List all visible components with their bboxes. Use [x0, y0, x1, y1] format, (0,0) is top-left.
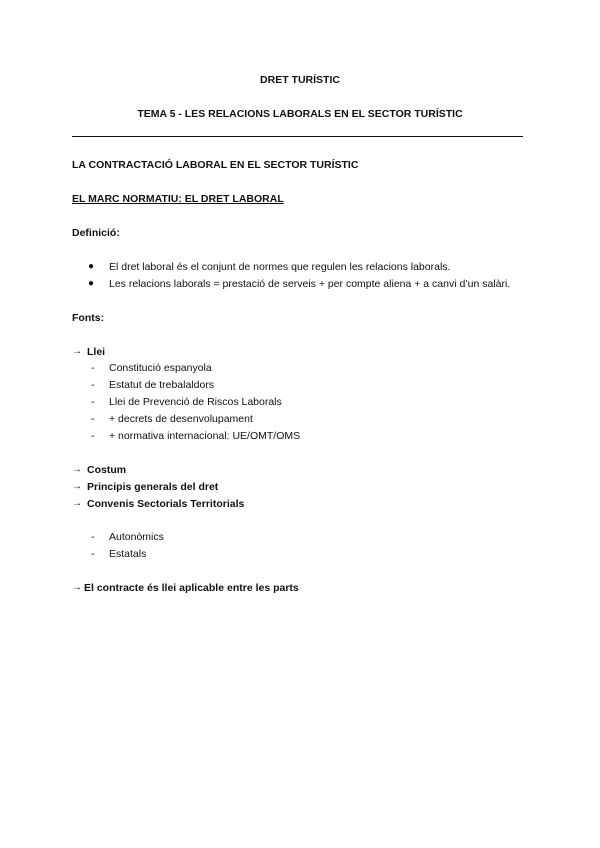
llei-item-text: + normativa internacional: UE/OMT/OMS	[109, 430, 301, 442]
bullet-icon: ●	[88, 278, 95, 289]
arrow-right-icon: →	[72, 464, 82, 475]
definition-label: Definició:	[72, 227, 120, 239]
dash-icon: -	[91, 396, 95, 408]
arrow-right-icon: →	[72, 346, 82, 357]
llei-item-text: Estatut de trebalaldors	[109, 379, 215, 391]
llei-item-text: Constitució espanyola	[109, 362, 212, 374]
dash-icon: -	[91, 430, 95, 442]
source-label: Convenis Sectorials Territorials	[87, 498, 245, 510]
dash-icon: -	[91, 413, 95, 425]
source-label: Costum	[87, 464, 127, 476]
document-subtitle: TEMA 5 - LES RELACIONS LABORALS EN EL SECTOR TURÍSTIC	[137, 108, 463, 120]
source-llei-label: Llei	[87, 346, 106, 358]
definition-text: Les relacions laborals = prestació de serveis + per compte aliena + a canvi d’un salàri.	[109, 278, 511, 290]
dash-icon: -	[91, 548, 95, 560]
document-title: DRET TURÍSTIC	[260, 74, 340, 86]
source-label: Principis generals del dret	[87, 481, 219, 493]
definition-text: El dret laboral és el conjunt de normes que regulen les relacions laborals.	[109, 261, 451, 273]
arrow-right-icon: →	[72, 481, 82, 492]
arrow-right-icon: →	[72, 498, 82, 509]
conclusion-text: El contracte és llei aplicable entre les parts	[84, 582, 299, 594]
llei-item-text: Llei de Prevenció de Riscos Laborals	[109, 396, 282, 408]
bullet-icon: ●	[88, 261, 95, 272]
dash-icon: -	[91, 362, 95, 374]
section-heading: LA CONTRACTACIÓ LABORAL EN EL SECTOR TURÍSTIC	[72, 159, 359, 171]
arrow-right-icon: →	[72, 582, 82, 593]
dash-icon: -	[91, 531, 95, 543]
convenis-item-text: Autonòmics	[109, 531, 164, 543]
sources-label: Fonts:	[72, 312, 105, 324]
horizontal-rule	[72, 136, 523, 137]
llei-item-text: + decrets de desenvolupament	[109, 413, 253, 425]
convenis-item-text: Estatals	[109, 548, 147, 560]
subsection-heading: EL MARC NORMATIU: EL DRET LABORAL	[72, 193, 284, 205]
dash-icon: -	[91, 379, 95, 391]
